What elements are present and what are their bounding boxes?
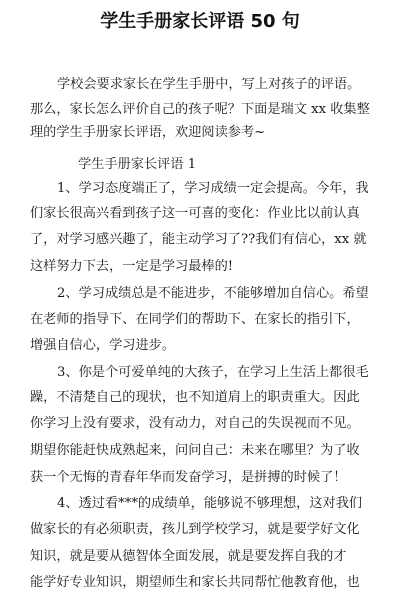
paragraph-line: 做家长的有必须职责，孩儿到学校学习，就是要学好文化 (30, 522, 360, 537)
paragraph-line: 2、学习成绩总是不能进步，不能够增加自信心。希望 (57, 286, 369, 301)
section-heading: 学生手册家长评语 1 (78, 157, 197, 172)
paragraph-line: 那么，家长怎么评价自己的孩子呢？下面是瑞文 xx 收集整 (30, 102, 370, 117)
paragraph-line: 在老师的指导下、在同学们的帮助下、在家长的指引下， (30, 312, 360, 327)
paragraph-line: 理的学生手册家长评语，欢迎阅读参考~ (30, 125, 266, 140)
paragraph-line: 躁，不清楚自己的现状，也不知道肩上的职责重大。因此 (30, 390, 360, 405)
paragraph-line: 学校会要求家长在学生手册中，写上对孩子的评语。 (57, 77, 361, 92)
paragraph-line: 了，对学习感兴趣了，能主动学习了??我们有信心，xx 就 (30, 232, 367, 247)
paragraph-line: 你学习上没有要求，没有动力，对自己的失误视而不见。 (30, 416, 360, 431)
paragraph-line: 期望你能赶快成熟起来，问问自己：未来在哪里？为了收 (30, 443, 360, 458)
paragraph-line: 们家长很高兴看到孩子这一可喜的变化：作业比以前认真 (30, 206, 360, 221)
paragraph-line: 能学好专业知识，期望师生和家长共同帮忙他教育他，也 (30, 575, 360, 590)
paragraph-line: 1、学习态度端正了，学习成绩一定会提高。今年，我 (57, 181, 369, 196)
document-title: 学生手册家长评语 50 句 (100, 11, 300, 32)
paragraph-line: 知识，就是要从德智体全面发展，就是要发挥自我的才 (30, 549, 347, 564)
paragraph-line: 4、透过看***的成绩单，能够说不够理想，这对我们 (57, 496, 363, 511)
paragraph-line: 3、你是个可爱单纯的大孩子，在学习上生活上都很毛 (57, 365, 369, 380)
paragraph-line: 获一个无悔的青春年华而发奋学习，是拼搏的时候了！ (30, 470, 347, 485)
paragraph-line: 增强自信心，学习进步。 (30, 338, 176, 353)
paragraph-line: 这样努力下去，一定是学习最棒的! (30, 259, 234, 274)
